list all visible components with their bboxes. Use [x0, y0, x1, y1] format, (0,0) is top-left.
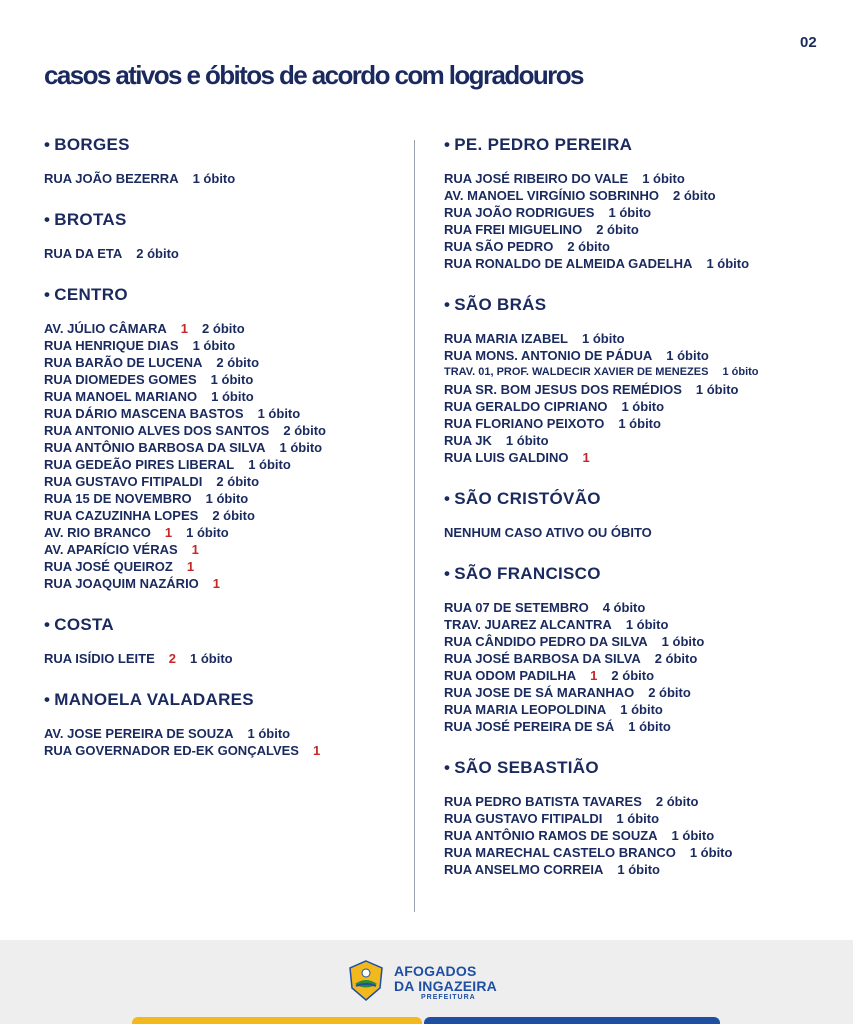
active-cases-count: 1 [312, 743, 321, 758]
death-count: 1 óbito [621, 399, 665, 414]
street-list [44, 245, 404, 262]
street-list [444, 330, 844, 466]
section-centro [44, 284, 404, 592]
death-count: 1 óbito [608, 205, 652, 220]
death-count: 1 óbito [620, 702, 663, 717]
street-entry [444, 364, 844, 381]
street-entry [444, 204, 844, 221]
street-entry [444, 347, 844, 364]
street-name: RUA DIOMEDES GOMES [44, 372, 197, 387]
death-count: 2 óbito [216, 355, 260, 370]
street-entry [44, 170, 404, 187]
section-s-o-sebasti-o [444, 757, 844, 878]
death-count: 1 óbito [257, 406, 301, 421]
street-entry [44, 541, 404, 558]
section-gap [44, 187, 404, 209]
death-count: 1 óbito [625, 617, 669, 632]
street-name: RUA MANOEL MARIANO [44, 389, 198, 404]
death-count: 1 óbito [642, 171, 685, 186]
street-name: RUA FLORIANO PEIXOTO [444, 416, 605, 431]
death-count: 2 óbito [567, 239, 610, 254]
death-count: 2 óbito [136, 246, 179, 261]
street-name: RUA GERALDO CIPRIANO [444, 399, 608, 414]
bullet-icon: • [444, 758, 451, 777]
death-count: 1 óbito [279, 440, 323, 455]
neighborhood-title [44, 209, 404, 231]
street-name: RUA MONS. ANTONIO DE PÁDUA [444, 348, 653, 363]
bullet-icon: • [44, 210, 51, 229]
section-manoela-valadares [44, 689, 404, 759]
death-count: 2 óbito [216, 474, 260, 489]
neighborhood-name: SÃO CRISTÓVÃO [454, 489, 601, 508]
street-entry [44, 245, 404, 262]
active-cases-count: 1 [186, 559, 195, 574]
logo-text-ingazeira: DA INGAZEIRA [394, 978, 497, 994]
death-count: 1 óbito [205, 491, 249, 506]
street-name: RUA JOSÉ RIBEIRO DO VALE [444, 171, 629, 186]
street-entry [44, 456, 404, 473]
street-entry [444, 170, 844, 187]
death-count: 2 óbito [596, 222, 639, 237]
active-cases-count: 1 [212, 576, 221, 591]
street-name: RUA ODOM PADILHA [444, 668, 577, 683]
street-name: RUA JOSE DE SÁ MARANHAO [444, 685, 635, 700]
street-name: RUA PEDRO BATISTA TAVARES [444, 794, 642, 809]
street-name: RUA GUSTAVO FITIPALDI [44, 474, 203, 489]
death-count: 1 óbito [628, 719, 671, 734]
street-entry [444, 238, 844, 255]
neighborhood-title [44, 284, 404, 306]
death-count: 1 óbito [189, 651, 233, 666]
death-count: 1 óbito [722, 366, 759, 378]
death-count: 2 óbito [654, 651, 698, 666]
street-name: RUA FREI MIGUELINO [444, 222, 583, 237]
death-count: 1 óbito [671, 828, 715, 843]
street-entry [44, 354, 404, 371]
street-name: RUA SR. BOM JESUS DOS REMÉDIOS [444, 382, 682, 397]
section-pe-pedro-pereira [444, 134, 844, 272]
logo-text-prefeitura: PREFEITURA [421, 994, 476, 1001]
death-count: 1 óbito [617, 862, 660, 877]
street-name: RUA MARIA LEOPOLDINA [444, 702, 607, 717]
bullet-icon: • [444, 564, 451, 583]
neighborhood-name: SÃO BRÁS [454, 295, 547, 314]
bullet-icon: • [444, 135, 451, 154]
death-count: 1 óbito [505, 433, 549, 448]
active-cases-count: 1 [590, 668, 598, 683]
death-count: 1 óbito [192, 171, 236, 186]
neighborhood-name: CENTRO [54, 285, 128, 304]
street-entry [444, 415, 844, 432]
death-count: 1 óbito [666, 348, 709, 363]
column-divider [414, 140, 415, 912]
street-entry [44, 507, 404, 524]
death-count: 1 óbito [618, 416, 661, 431]
death-count: 1 óbito [248, 457, 291, 472]
death-count: 4 óbito [602, 600, 646, 615]
death-count: 1 óbito [186, 525, 229, 540]
street-name: RUA JOÃO BEZERRA [44, 171, 179, 186]
death-count: 1 óbito [211, 389, 254, 404]
street-name: RUA ANTONIO ALVES DOS SANTOS [44, 423, 270, 438]
municipal-crest-icon [344, 958, 388, 1002]
street-entry [444, 861, 844, 878]
street-name: TRAV. 01, PROF. WALDECIR XAVIER DE MENEZES [444, 366, 709, 378]
street-name: RUA GEDEÃO PIRES LIBERAL [44, 457, 235, 472]
street-entry [444, 667, 844, 684]
street-name: RUA MARECHAL CASTELO BRANCO [444, 845, 676, 860]
section-gap [44, 667, 404, 689]
street-name: RUA RONALDO DE ALMEIDA GADELHA [444, 256, 693, 271]
street-entry [444, 524, 844, 541]
street-entry [44, 558, 404, 575]
neighborhood-name: COSTA [54, 615, 115, 634]
street-entry [444, 599, 844, 616]
death-count: 2 óbito [212, 508, 255, 523]
street-name: TRAV. JUAREZ ALCANTRA [444, 617, 612, 632]
death-count: 2 óbito [611, 668, 655, 683]
death-count: 1 óbito [661, 634, 705, 649]
street-name: AV. JÚLIO CÂMARA [44, 321, 167, 336]
street-entry [44, 320, 404, 337]
death-count: 2 óbito [655, 794, 699, 809]
neighborhood-title [44, 134, 404, 156]
left-column [44, 134, 404, 759]
street-entry [444, 844, 844, 861]
street-name: RUA JOSÉ BARBOSA DA SILVA [444, 651, 641, 666]
street-entry [444, 187, 844, 204]
active-cases-count: 1 [191, 542, 199, 557]
street-name: RUA ANTÔNIO RAMOS DE SOUZA [444, 828, 658, 843]
street-name: RUA JOSÉ QUEIROZ [44, 559, 173, 574]
street-name: RUA 15 DE NOVEMBRO [44, 491, 192, 506]
active-cases-count: 2 [168, 651, 176, 666]
street-entry [44, 371, 404, 388]
street-name: RUA DA ETA [44, 246, 123, 261]
street-name: AV. RIO BRANCO [44, 525, 151, 540]
street-list [44, 650, 404, 667]
street-name: RUA BARÃO DE LUCENA [44, 355, 203, 370]
street-name: RUA JOAQUIM NAZÁRIO [44, 576, 199, 591]
neighborhood-title [444, 294, 844, 316]
street-name: RUA GOVERNADOR ED-EK GONÇALVES [44, 743, 299, 758]
street-entry [44, 422, 404, 439]
street-name: RUA JOSÉ PEREIRA DE SÁ [444, 719, 615, 734]
section-gap [444, 735, 844, 757]
neighborhood-title [444, 563, 844, 585]
street-entry [44, 742, 404, 759]
street-entry [44, 439, 404, 456]
street-name: RUA CAZUZINHA LOPES [44, 508, 199, 523]
death-count: 2 óbito [673, 188, 716, 203]
bullet-icon: • [44, 135, 51, 154]
street-entry [44, 405, 404, 422]
street-list [444, 170, 844, 272]
street-entry [444, 221, 844, 238]
death-count: 2 óbito [648, 685, 691, 700]
section-brotas [44, 209, 404, 262]
street-entry [44, 473, 404, 490]
street-list [44, 320, 404, 592]
neighborhood-title [44, 614, 404, 636]
footer-bar-yellow [132, 1017, 422, 1024]
bullet-icon: • [44, 615, 51, 634]
neighborhood-name: BROTAS [54, 210, 127, 229]
street-name: RUA ANTÔNIO BARBOSA DA SILVA [44, 440, 266, 455]
street-name: AV. APARÍCIO VÉRAS [44, 542, 178, 557]
street-list [44, 170, 404, 187]
street-name: RUA ISÍDIO LEITE [44, 651, 155, 666]
section-s-o-francisco [444, 563, 844, 735]
street-entry [44, 650, 404, 667]
street-entry [444, 381, 844, 398]
street-entry [44, 337, 404, 354]
death-count: 1 óbito [689, 845, 733, 860]
death-count: 1 óbito [247, 726, 291, 741]
street-entry [444, 701, 844, 718]
street-list [444, 793, 844, 878]
neighborhood-title [444, 757, 844, 779]
street-entry [444, 793, 844, 810]
street-entry [444, 810, 844, 827]
bullet-icon: • [44, 285, 51, 304]
street-entry [44, 575, 404, 592]
street-entry [444, 827, 844, 844]
street-name: RUA ANSELMO CORREIA [444, 862, 604, 877]
street-list [444, 524, 844, 541]
section-gap [444, 272, 844, 294]
street-name: AV. MANOEL VIRGÍNIO SOBRINHO [444, 188, 660, 203]
footer-bar-blue [424, 1017, 720, 1024]
page-number: 02 [800, 34, 817, 51]
active-cases-count: 1 [164, 525, 173, 540]
street-entry [444, 398, 844, 415]
street-entry [44, 490, 404, 507]
street-name: RUA JOÃO RODRIGUES [444, 205, 595, 220]
bullet-icon: • [44, 690, 51, 709]
section-gap [444, 466, 844, 488]
section-gap [44, 592, 404, 614]
street-name: RUA 07 DE SETEMBRO [444, 600, 589, 615]
active-cases-count: 1 [180, 321, 189, 336]
street-name: NENHUM CASO ATIVO OU ÓBITO [444, 525, 652, 540]
street-name: RUA SÃO PEDRO [444, 239, 554, 254]
neighborhood-title [444, 134, 844, 156]
street-name: RUA DÁRIO MASCENA BASTOS [44, 406, 244, 421]
bullet-icon: • [444, 295, 451, 314]
death-count: 1 óbito [192, 338, 236, 353]
neighborhood-title [44, 689, 404, 711]
street-entry [444, 650, 844, 667]
street-entry [44, 725, 404, 742]
street-entry [444, 255, 844, 272]
street-name: RUA HENRIQUE DIAS [44, 338, 179, 353]
death-count: 1 óbito [210, 372, 254, 387]
right-column [444, 134, 844, 878]
logo-text-afogados: AFOGADOS [394, 963, 477, 979]
bullet-icon: • [444, 489, 451, 508]
street-entry [444, 633, 844, 650]
street-entry [444, 449, 844, 466]
street-list [444, 599, 844, 735]
street-entry [444, 684, 844, 701]
neighborhood-name: PE. PEDRO PEREIRA [454, 135, 633, 154]
street-entry [44, 388, 404, 405]
section-s-o-br-s [444, 294, 844, 466]
death-count: 1 óbito [616, 811, 660, 826]
street-entry [444, 718, 844, 735]
street-name: RUA JK [444, 433, 492, 448]
death-count: 1 óbito [706, 256, 750, 271]
section-costa [44, 614, 404, 667]
street-entry [444, 616, 844, 633]
death-count: 2 óbito [283, 423, 326, 438]
street-entry [444, 330, 844, 347]
street-name: RUA GUSTAVO FITIPALDI [444, 811, 603, 826]
neighborhood-name: SÃO SEBASTIÃO [454, 758, 599, 777]
death-count: 1 óbito [695, 382, 739, 397]
street-entry [44, 524, 404, 541]
street-list [44, 725, 404, 759]
street-name: RUA CÂNDIDO PEDRO DA SILVA [444, 634, 648, 649]
neighborhood-name: MANOELA VALADARES [54, 690, 254, 709]
street-name: AV. JOSE PEREIRA DE SOUZA [44, 726, 234, 741]
section-gap [44, 262, 404, 284]
page-title: casos ativos e óbitos de acordo com logradouros [44, 60, 583, 90]
section-gap [444, 541, 844, 563]
active-cases-count: 1 [582, 450, 590, 465]
death-count: 2 óbito [202, 321, 245, 336]
section-borges [44, 134, 404, 187]
street-entry [444, 432, 844, 449]
section-s-o-crist-v-o [444, 488, 844, 541]
neighborhood-name: SÃO FRANCISCO [454, 564, 601, 583]
street-name: RUA MARIA IZABEL [444, 331, 568, 346]
death-count: 1 óbito [581, 331, 625, 346]
neighborhood-title [444, 488, 844, 510]
street-name: RUA LUIS GALDINO [444, 450, 569, 465]
neighborhood-name: BORGES [54, 135, 130, 154]
